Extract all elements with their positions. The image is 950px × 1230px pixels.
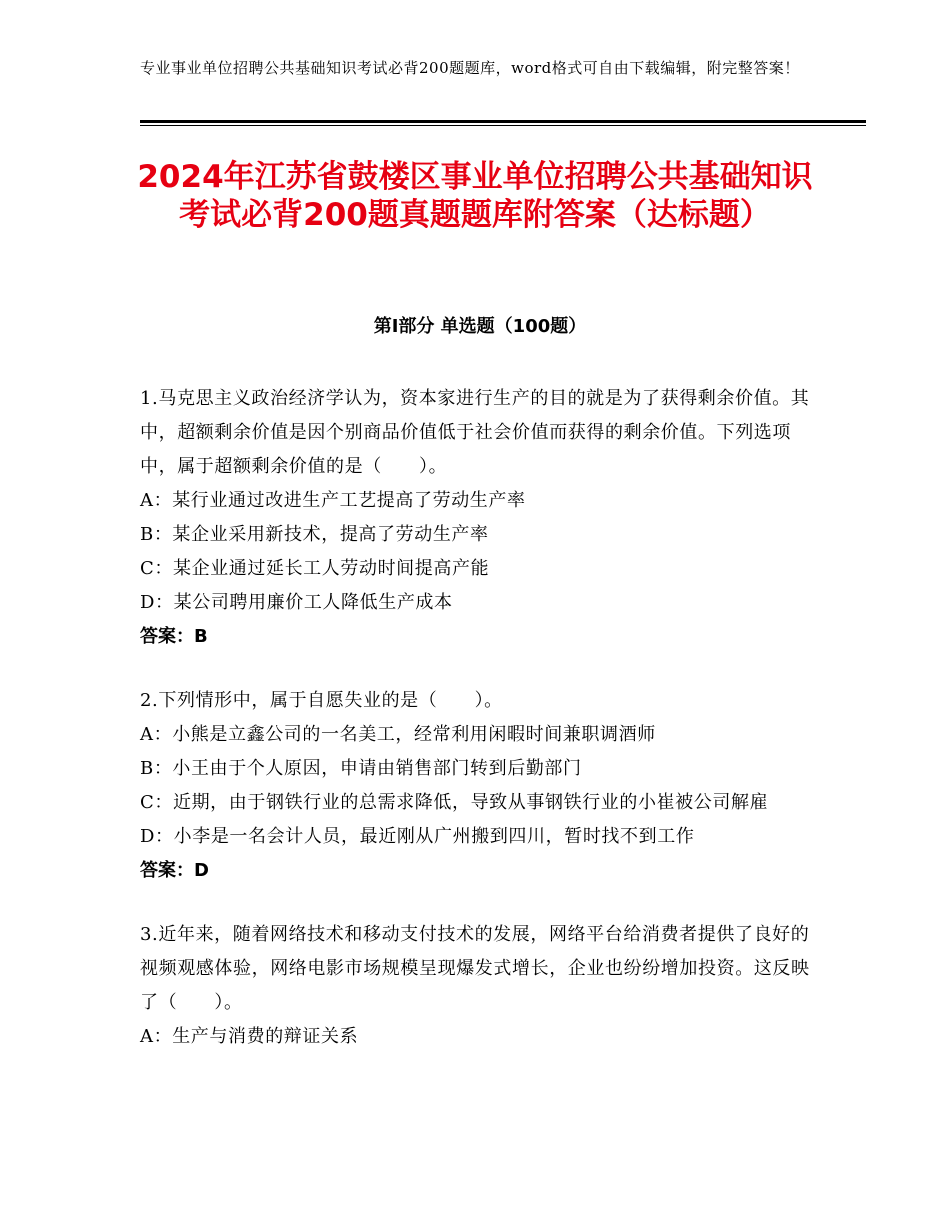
option-c: C：某企业通过延长工人劳动时间提高产能 bbox=[140, 558, 490, 579]
question-stem: 1.马克思主义政治经济学认为，资本家进行生产的目的就是为了获得剩余价值。其中，超额剩余价值是因个别商品价值低于社会价值而获得的剩余价值。下列选项中，属于超额剩余价值的是（ ）。 bbox=[140, 388, 810, 477]
option-a: A：小熊是立鑫公司的一名美工，经常利用闲暇时间兼职调酒师 bbox=[140, 724, 656, 745]
option-a: A：生产与消费的辩证关系 bbox=[140, 1026, 359, 1047]
answer: 答案：B bbox=[140, 626, 208, 647]
document-title: 2024年江苏省鼓楼区事业单位招聘公共基础知识考试必背200题真题题库附答案（达标题） bbox=[137, 159, 813, 233]
option-b: B：小王由于个人原因，申请由销售部门转到后勤部门 bbox=[140, 758, 582, 779]
option-c: C：近期，由于钢铁行业的总需求降低，导致从事钢铁行业的小崔被公司解雇 bbox=[140, 792, 769, 813]
header-rule-thick bbox=[140, 120, 866, 123]
question-3 bbox=[140, 918, 820, 1054]
header-note: 专业事业单位招聘公共基础知识考试必背200题题库，word格式可自由下载编辑，附完整答案！ bbox=[140, 59, 800, 77]
question-stem: 3.近年来，随着网络技术和移动支付技术的发展，网络平台给消费者提供了良好的视频观感体验，网络电影市场规模呈现爆发式增长，企业也纷纷增加投资。这反映了（ ）。 bbox=[140, 924, 810, 1013]
answer: 答案：D bbox=[140, 860, 209, 881]
header-rule-thin bbox=[140, 125, 866, 126]
option-d: D：某公司聘用廉价工人降低生产成本 bbox=[140, 592, 453, 613]
question-list bbox=[140, 382, 820, 1084]
question-stem: 2.下列情形中，属于自愿失业的是（ ）。 bbox=[140, 690, 503, 711]
option-d: D：小李是一名会计人员，最近刚从广州搬到四川，暂时找不到工作 bbox=[140, 826, 695, 847]
option-b: B：某企业采用新技术，提高了劳动生产率 bbox=[140, 524, 489, 545]
option-a: A：某行业通过改进生产工艺提高了劳动生产率 bbox=[140, 490, 526, 511]
question-1 bbox=[140, 382, 820, 654]
question-2 bbox=[140, 684, 820, 888]
section-title: 第Ⅰ部分 单选题（100题） bbox=[373, 316, 587, 337]
